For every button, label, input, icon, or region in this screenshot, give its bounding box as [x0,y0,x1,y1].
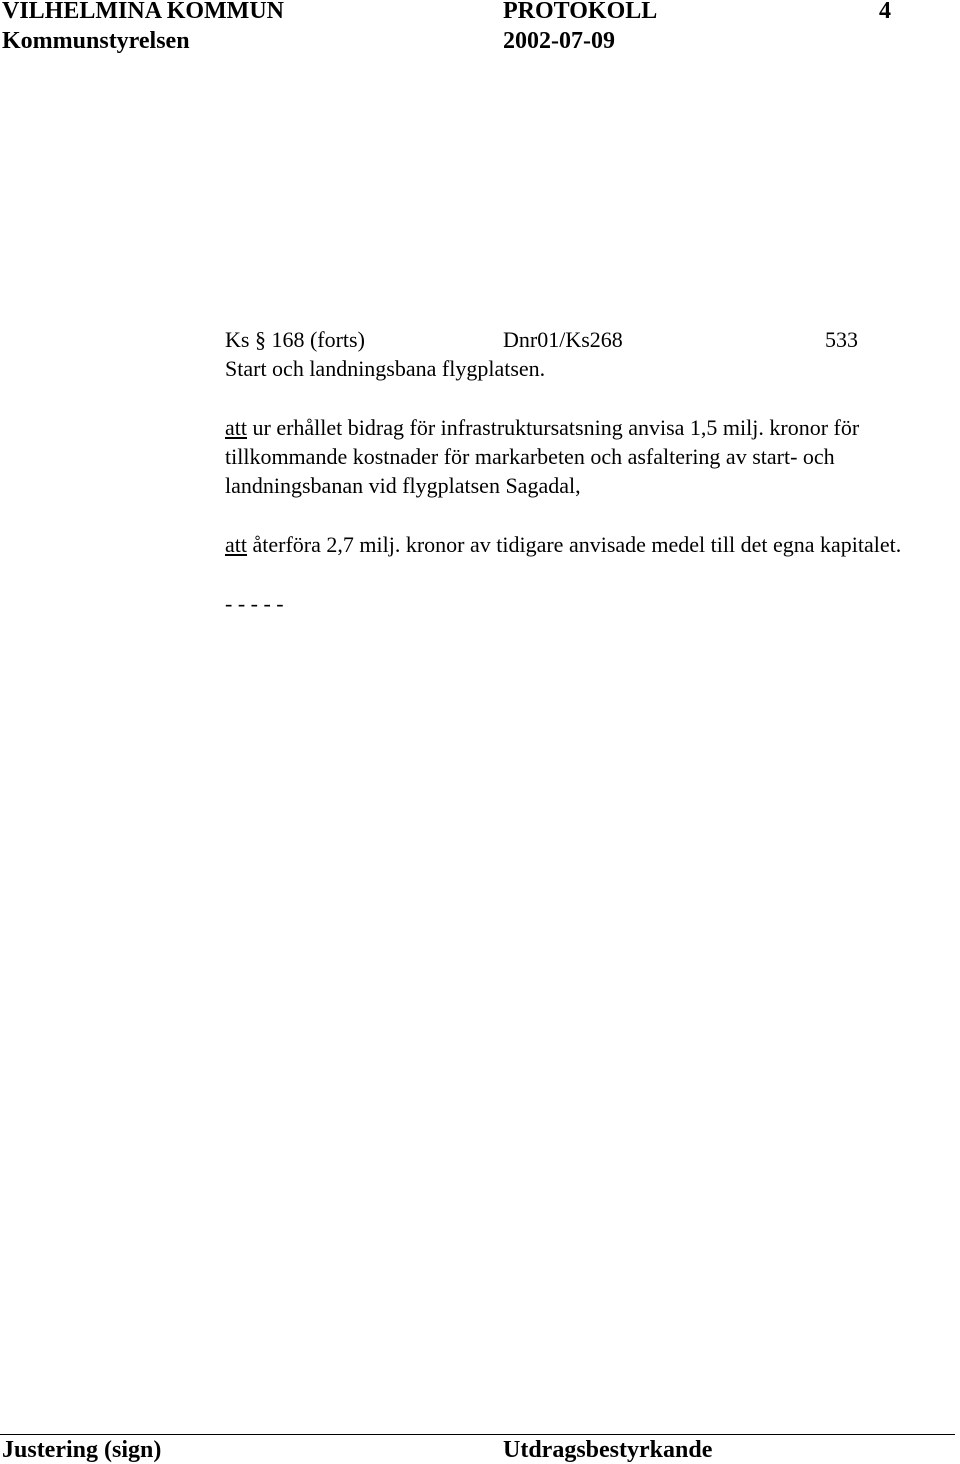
decision-text: återföra 2,7 milj. kronor av tidigare anvisade medel till det egna kapitalet. [247,532,902,557]
footer-utdragsbestyrkande: Utdragsbestyrkande [503,1437,713,1463]
case-dnr: Dnr01/Ks268 [503,327,623,352]
header-board: Kommunstyrelsen [2,28,190,54]
decision-paragraph [225,530,960,559]
case-number: 533 [825,327,858,352]
decision-text: ur erhållet bidrag för infrastruktursatsning anvisa 1,5 milj. kronor för tillkommande kostnader för markarbeten och asfaltering av start- och landningsbanan vid flygplatsen Sagadal, [225,415,860,498]
decision-marker: att [225,415,247,440]
decision-paragraph [225,413,960,500]
footer-rule [0,1434,955,1435]
header-page-number: 4 [879,0,891,24]
decision-marker: att [225,532,247,557]
case-title: Start och landningsbana flygplatsen. [225,356,546,381]
end-marker: - - - - - [225,591,284,616]
header-doc-type: PROTOKOLL [503,0,658,24]
footer-justering: Justering (sign) [2,1437,162,1463]
case-paragraph-ref: Ks § 168 (forts) [225,327,365,352]
header-org: VILHELMINA KOMMUN [2,0,284,24]
header-date: 2002-07-09 [503,28,615,54]
